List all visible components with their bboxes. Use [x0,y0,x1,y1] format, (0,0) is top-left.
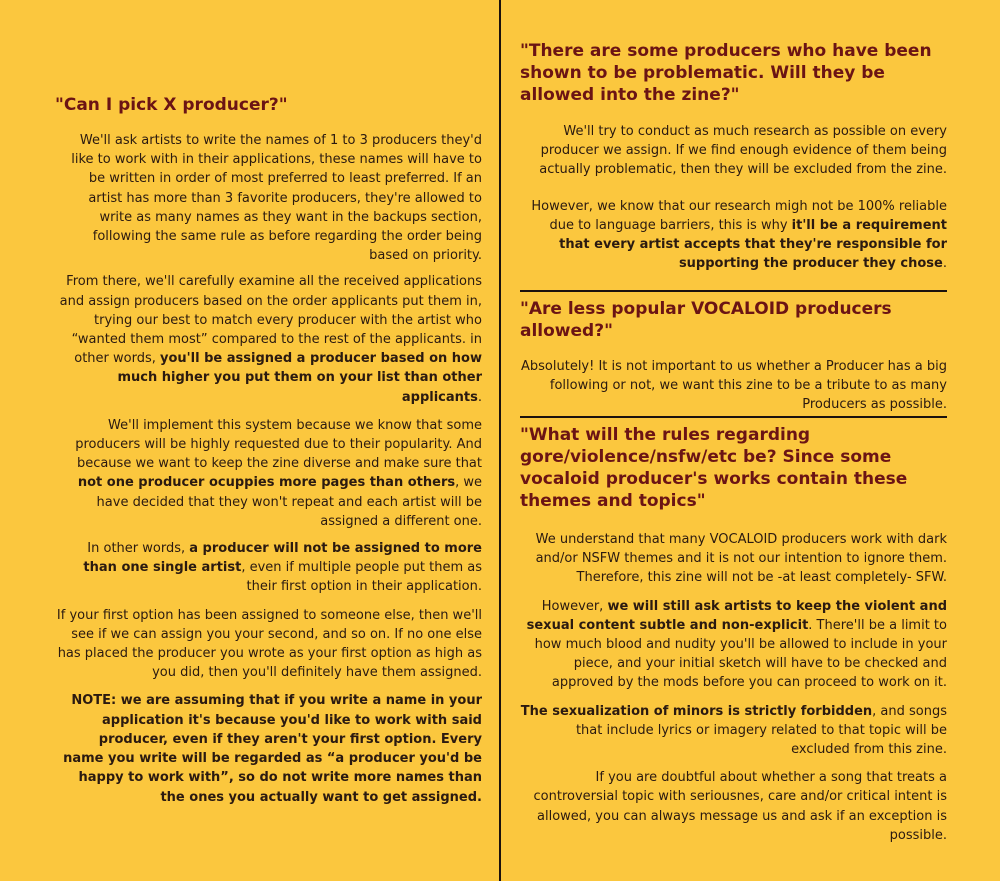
text: , and songs that include lyrics or imagery related to that topic will be excluded from this zine. [575,703,947,758]
text: However, we know that our research migh not be 100% reliable due to language barriers, this is why [531,198,947,233]
text: . [477,389,482,405]
text: In other words, [87,541,190,557]
paragraph: We'll ask artists to write the names of 1 to 3 producers they'd like to work with in their applications, these names will have to be written in order of most preferred to least preferred. If an artist has more than 3 favorite producers, they're allowed to write as many names as they want in the backups section, following the same rule as before regarding the order being based on priority. [71,133,482,264]
section-rule [520,416,947,418]
faq-heading-content-rules: "What will the rules regarding gore/violence/nsfw/etc be? Since some vocaloid producer's works contain these themes and topics" [520,425,908,511]
paragraph: We'll try to conduct as much research as possible on every producer we assign. If we find enough evidence of them being actually problematic, then they will be excluded from the zine. [539,124,947,178]
text: However, [541,598,608,614]
faq-heading-pick-producer: "Can I pick X producer?" [55,95,288,115]
paragraph [55,272,482,406]
column-divider [499,0,501,881]
right-section-popularity [520,298,947,415]
text: , even if multiple people put them as their first option in their application. [241,560,482,595]
text: We'll implement this system because we know that some producers will be highly requested due to their popularity. And because we want to keep the zine diverse and make sure that [75,417,482,472]
right-column [520,40,947,273]
paragraph [55,539,482,597]
right-section-rules [520,424,947,845]
note-paragraph [55,691,482,806]
paragraph [520,197,947,274]
faq-heading-less-popular: "Are less popular VOCALOID producers allowed?" [520,299,892,341]
emphasis-text: not one producer ocuppies more pages than others [77,475,456,491]
emphasis-text: NOTE: we are assuming that if you write a name in your application it's because you'd like to work with said producer, even if they aren't your first option. Every name you write will be regarded as “a producer you'd be happy to work with”, so do not write more names than the ones you actually want to get assigned. [63,693,482,805]
emphasis-text: it'll be a requirement that every artist accepts that they're responsible for supporting the producer they chose [559,217,947,272]
section-rule [520,290,947,292]
paragraph [55,416,482,531]
text: . There'll be a limit to how much blood and nudity you'll be allowed to include in your piece, and your initial sketch will have to be checked and approved by the mods before you can proceed to work on it. [534,617,947,691]
emphasis-text: a producer will not be assigned to more than one single artist [83,541,482,576]
text: From there, we'll carefully examine all the received applications and assign producers based on the order applicants put them in, trying our best to match every producer with the artist who “wanted them most” compared to the rest of the applicants. in other words, [59,274,482,367]
faq-heading-problematic-producers: "There are some producers who have been shown to be problematic. Will they be allowed into the zine?" [520,41,932,105]
paragraph: If your first option has been assigned to someone else, then we'll see if we can assign you your second, and so on. If no one else has placed the producer you wrote as your first option as high as you did, then you'll definitely have them assigned. [56,607,482,681]
text: . [942,256,947,272]
paragraph: We understand that many VOCALOID producers work with dark and/or NSFW themes and it is not our intention to ignore them. Therefore, this zine will not be -at least completely- SFW. [535,532,947,586]
text: , we have decided that they won't repeat and each artist will be assigned a different one. [96,475,482,529]
emphasis-text: The sexualization of minors is strictly forbidden [520,703,873,719]
emphasis-text: we will still ask artists to keep the violent and sexual content subtle and non-explicit [526,598,947,633]
paragraph: If you are doubtful about whether a song that treats a controversial topic with seriousnes, care and/or critical intent is allowed, you can always message us and ask if an exception is possible. [533,770,947,843]
emphasis-text: you'll be assigned a producer based on how much higher you put them on your list than other applicants [117,351,482,405]
paragraph [520,597,947,693]
paragraph: Absolutely! It is not important to us whether a Producer has a big following or not, we want this zine to be a tribute to as many Producers as possible. [521,359,947,413]
left-column [55,94,482,807]
paragraph [520,702,947,760]
